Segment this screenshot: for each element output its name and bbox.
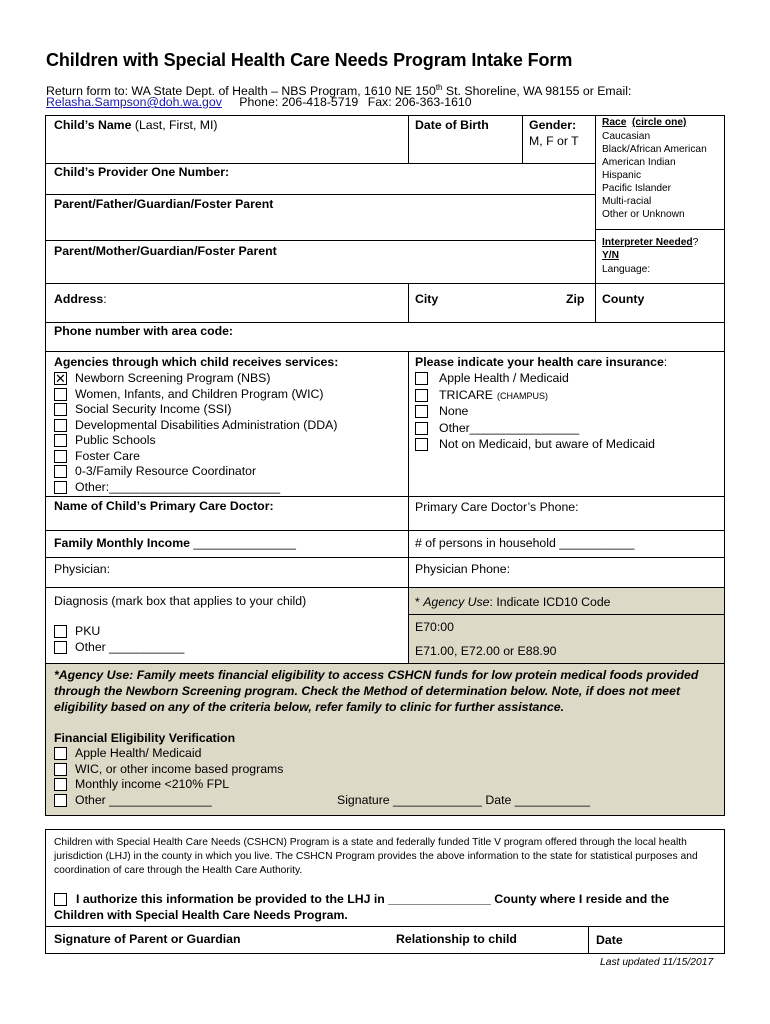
parent-signature-label: Signature of Parent or Guardian [54,932,241,946]
insurance-option-label: TRICARE (CHAMPUS) [439,387,548,402]
dob-label: Date of Birth [415,118,489,132]
diagnosis-label: Diagnosis (mark box that applies to your child) [54,594,307,608]
agency-option-label: 0-3/Family Resource Coordinator [75,464,257,478]
mother-guardian-label: Parent/Mother/Guardian/Foster Parent [54,244,277,258]
diag-checkbox[interactable] [54,625,67,638]
race-option[interactable]: Pacific Islander [602,183,672,194]
income-label: Family Monthly Income _______________ [54,536,296,550]
return-address: Return form to: WA State Dept. of Health – NBS Program, 1610 NE 150th St. Shoreline, WA 98155 or Email: [46,83,632,99]
agency-checkbox[interactable] [54,434,67,447]
household-label: # of persons in household ___________ [415,536,635,550]
elig-option-label: Other _______________ [75,792,212,807]
physician-phone-label: Physician Phone: [415,562,511,576]
insurance-checkbox[interactable] [415,372,428,385]
elig-checkbox[interactable] [54,778,67,791]
race-option[interactable]: Other or Unknown [602,209,685,220]
agency-checkbox[interactable] [54,388,67,401]
email-link[interactable]: Relasha.Sampson@doh.wa.gov [46,95,222,109]
agency-checkbox[interactable] [54,419,67,432]
elig-checkbox[interactable] [54,763,67,776]
race-option[interactable]: Black/African American [602,144,707,155]
gender-label: Gender: [529,118,577,132]
county-label: County [602,292,645,306]
elig-option-label: Monthly income <210% FPL [75,777,230,791]
agency-option-label: Developmental Disabilities Administration (DDA) [75,417,338,432]
agency-checkbox[interactable] [54,450,67,463]
child-name-label: Child’s Name (Last, First, MI) [54,118,218,132]
diag-option-label: Other ___________ [75,639,185,654]
elig-checkbox[interactable] [54,794,67,807]
elig-option-label: WIC, or other income based programs [75,761,284,776]
eligibility-signature[interactable]: Signature _____________ Date ___________ [337,793,590,807]
insurance-option-label: Not on Medicaid, but aware of Medicaid [439,437,655,451]
agencies-title: Agencies through which child receives services: [54,355,339,369]
race-option[interactable]: Caucasian [602,131,651,142]
race-option[interactable]: American Indian [602,157,676,168]
icd-code-1: E70:00 [415,620,454,634]
primary-doctor-phone-label: Primary Care Doctor’s Phone: [415,500,579,514]
phone-label: Phone number with area code: [54,324,234,338]
fax-number: Fax: 206-363-1610 [367,95,472,109]
phone-number: Phone: 206-418-5719 [239,95,359,109]
elig-option-label: Apple Health/ Medicaid [75,746,202,760]
agency-option-label: Foster Care [75,448,140,463]
eligibility-title: Financial Eligibility Verification [54,731,236,745]
insurance-option-label: None [439,404,469,418]
diag-option-label: PKU [75,624,101,638]
race-options [602,130,707,221]
agency-option-label: Social Security Income (SSI) [75,402,232,416]
physician-label: Physician: [54,562,111,576]
insurance-option-label: Apple Health / Medicaid [439,371,569,385]
elig-checkbox[interactable] [54,747,67,760]
insurance-checkbox[interactable] [415,389,428,402]
agency-checkbox[interactable] [54,465,67,478]
eligibility-note: *Agency Use: Family meets financial eligibility to access CSHCN funds for low protein medical foods provided through the Newborn Screening program. Check the Method of determination below. Note, if does not meet eligibility based on any of the criteria below, refer family to clinic for further assistance. [54,668,699,714]
relationship-label: Relationship to child [396,932,517,946]
agency-option-label: Women, Infants, and Children Program (WIC) [75,386,324,401]
insurance-option-label: Other________________ [439,420,580,435]
last-updated: Last updated 11/15/2017 [600,957,714,968]
interpreter-label: Interpreter Needed? [602,237,699,248]
gender-options: M, F or T [529,134,579,148]
race-label: Race (circle one) [602,117,687,128]
city-label: City [415,292,439,306]
primary-doctor-label: Name of Child’s Primary Care Doctor: [54,499,274,513]
insurance-title: Please indicate your health care insurance: [415,355,668,369]
race-option[interactable]: Hispanic [602,170,642,181]
form-title: Children with Special Health Care Needs Program Intake Form [46,50,573,70]
address-label: Address: [54,292,107,306]
language-label: Language: [602,264,651,275]
authorize-statement: I authorize this information be provided to the LHJ in _______________ County where I reside and the Children with Special Health Care Needs Program. [54,892,670,922]
interpreter-yn[interactable]: Y/N [602,250,619,261]
agency-option-label: Public Schools [75,433,156,447]
insurance-checkbox[interactable] [415,422,428,435]
agency-checkbox[interactable] [54,403,67,416]
diag-checkbox[interactable] [54,641,67,654]
program-disclaimer: Children with Special Health Care Needs (CSHCN) Program is a state and federally funded Title V program offered through the local health jurisdiction (LHJ) in the county in which you live. The CSHCN Program provides the above information to the state for statistical purposes and coordination of care through the Health Care Authority. [54,837,698,876]
agency-checkbox[interactable] [54,481,67,494]
contact-line [46,95,472,110]
agency-option-label: Newborn Screening Program (NBS) [75,371,271,385]
icd-code-2: E71.00, E72.00 or E88.90 [415,644,557,658]
father-guardian-label: Parent/Father/Guardian/Foster Parent [54,197,274,211]
provider-one-label: Child’s Provider One Number: [54,165,230,179]
insurance-checkbox[interactable] [415,405,428,418]
race-option[interactable]: Multi-racial [602,196,652,207]
agency-option-label: Other:_________________________ [75,479,281,494]
agency-checkbox[interactable]: ✕ [55,371,66,386]
date-label: Date [596,933,623,947]
insurance-checkbox[interactable] [415,438,428,451]
agency-icd-label: * Agency Use: Indicate ICD10 Code [415,595,611,609]
zip-label: Zip [566,292,585,306]
